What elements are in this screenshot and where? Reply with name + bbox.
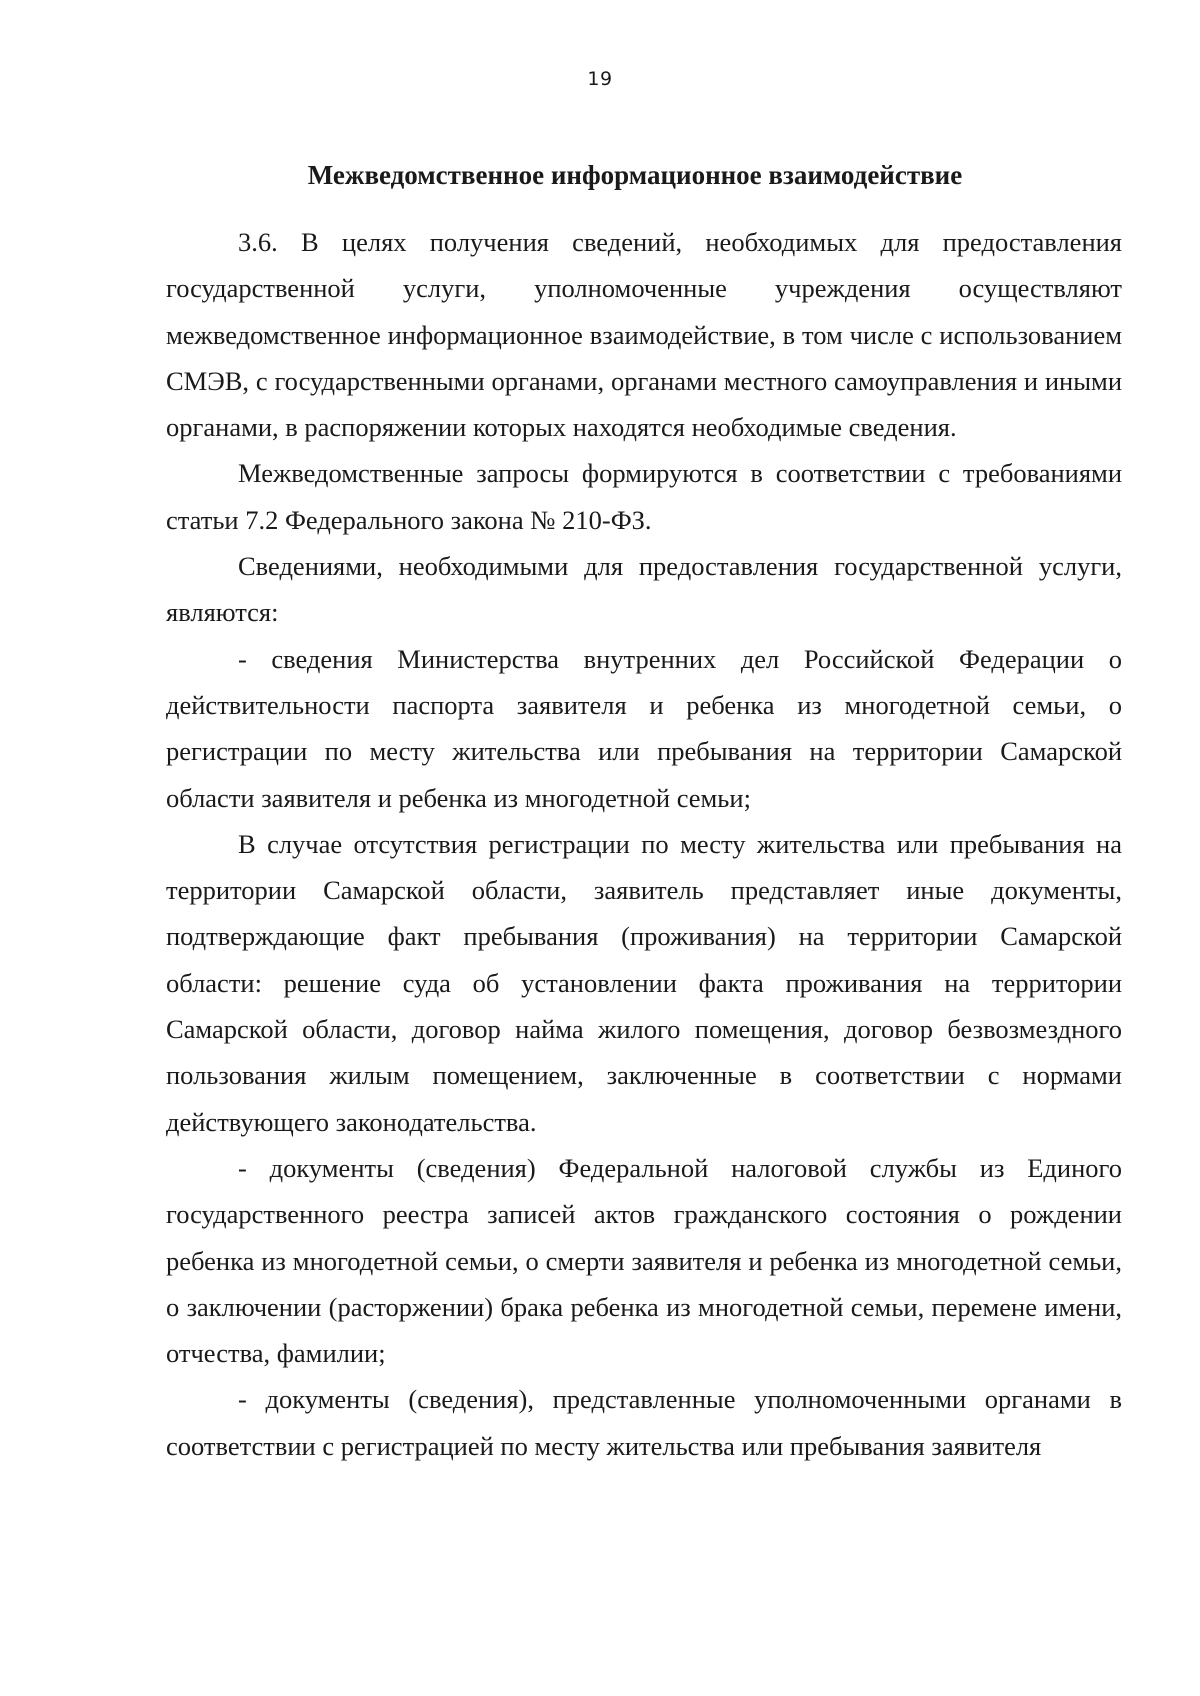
paragraph-requests: Межведомственные запросы формируются в соответствии с требованиями статьи 7.2 Федерального закона № 210-ФЗ. [166,458,1122,535]
paragraph-required-info: Сведениями, необходимыми для предоставления государственной услуги, являются: [166,551,1122,628]
document-body [166,219,1122,1469]
page-number: 19 [587,68,613,90]
paragraph-no-registration: В случае отсутствия регистрации по месту жительства или пребывания на территории Самарской области, заявитель представляет иные документы, подтверждающие факт пребывания (проживания) на территории Самарской области: решение суда об установлении факта проживания на территории Самарской области, договор найма жилого помещения, договор безвозмездного пользования жилым помещением, заключенные в соответствии с нормами действующего законодательства. [166,828,1122,1137]
list-item-mvd: - сведения Министерства внутренних дел Российской Федерации о действительности паспорта заявителя и ребенка из многодетной семьи, о регистрации по месту жительства или пребывания на территории Самарской области заявителя и ребенка из многодетной семьи; [166,643,1122,813]
list-item-fns: - документы (сведения) Федеральной налоговой службы из Единого государственного реестра записей актов гражданского состояния о рождении ребенка из многодетной семьи, о смерти заявителя и ребенка из многодетной семьи, о заключении (расторжении) брака ребенка из многодетной семьи, перемене имени, отчества, фамилии; [166,1152,1122,1369]
paragraph-3-6: 3.6. В целях получения сведений, необходимых для предоставления государственной услуги, уполномоченные учреждения осуществляют межведомственное информационное взаимодействие, в том числе с использованием СМЭВ, с государственными органами, органами местного самоуправления и иными органами, в распоряжении которых находятся необходимые сведения. [166,227,1122,443]
section-heading: Межведомственное информационное взаимодействие [307,160,963,190]
list-item-authorized-bodies: - документы (сведения), представленные уполномоченными органами в соответствии с регистрацией по месту жительства или пребывания заявителя [166,1384,1122,1461]
